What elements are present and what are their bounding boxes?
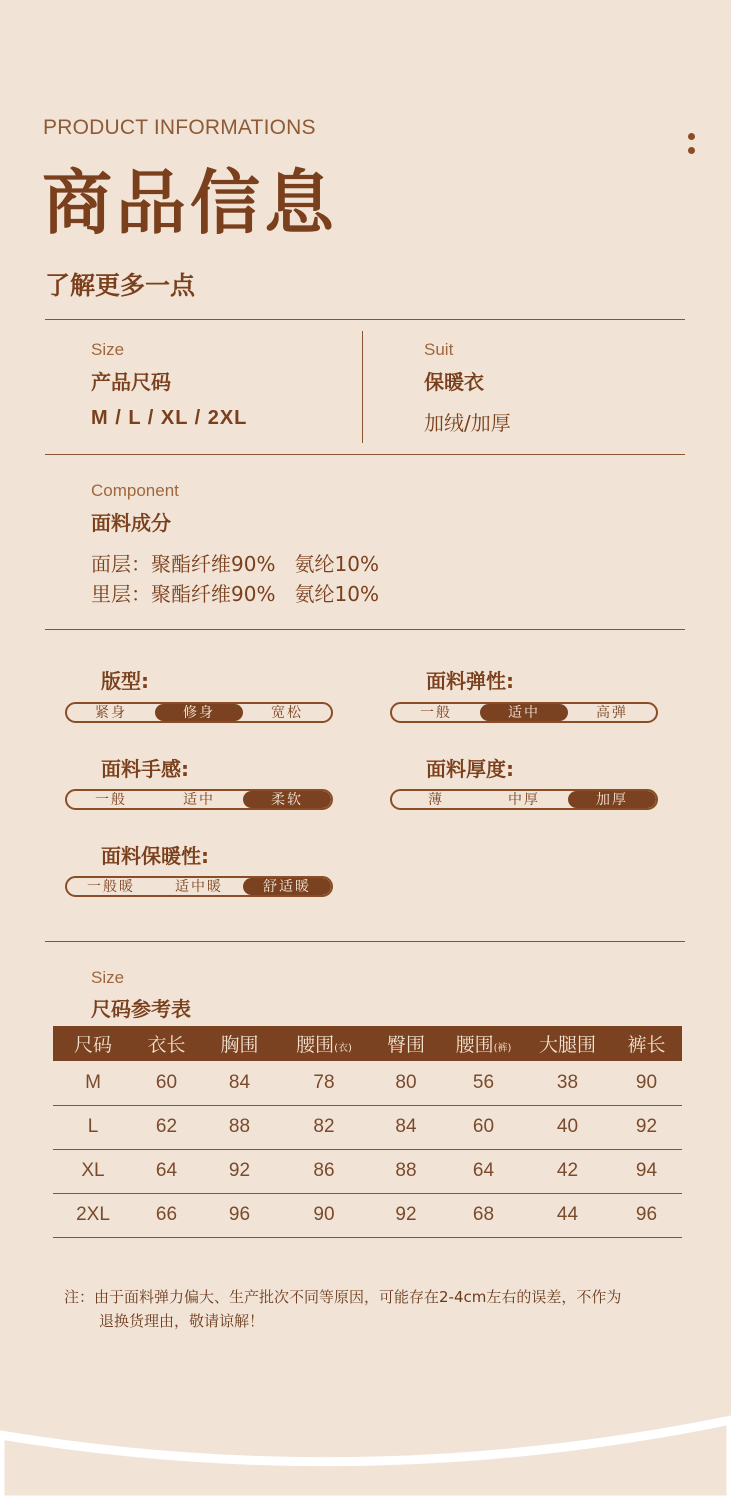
table-cell: 92 [369, 1193, 443, 1237]
table-cell: 66 [133, 1193, 200, 1237]
attr-scale-hand-feel [65, 789, 333, 810]
disclaimer-note [64, 1285, 684, 1333]
table-cell: 40 [524, 1105, 611, 1149]
table-cell: 88 [200, 1105, 279, 1149]
size-chart-en-label: Size [91, 968, 125, 987]
attr-option: 适中 [183, 791, 215, 808]
size-cn-label: 产品尺码 [91, 370, 171, 394]
table-cell: 42 [524, 1149, 611, 1193]
suit-en-label: Suit [424, 340, 454, 359]
table-cell: 90 [611, 1061, 682, 1105]
size-chart-title: 尺码参考表 [91, 997, 191, 1021]
table-header-cell: 尺码 [53, 1026, 133, 1061]
note-line: 注：由于面料弹力偏大、生产批次不同等原因，可能存在2-4cm左右的误差，不作为 [64, 1288, 622, 1306]
suit-value: 加绒/加厚 [424, 411, 511, 435]
divider [45, 454, 685, 455]
attr-scale-fit [65, 702, 333, 723]
size-en-label: Size [91, 340, 125, 359]
attr-title-warmth: 面料保暖性: [101, 844, 209, 868]
table-cell: XL [53, 1149, 133, 1193]
attr-option: 柔软 [243, 791, 331, 808]
table-cell: 94 [611, 1149, 682, 1193]
table-header-cell: 胸围 [200, 1026, 279, 1061]
attr-option: 适中暖 [175, 878, 223, 895]
note-line: 退换货理由，敬请谅解！ [99, 1312, 265, 1330]
divider [45, 629, 685, 630]
table-cell: M [53, 1061, 133, 1105]
table-cell: 2XL [53, 1193, 133, 1237]
attr-title-fit: 版型: [101, 669, 149, 693]
table-cell: 96 [611, 1193, 682, 1237]
attr-title-elasticity: 面料弹性: [426, 669, 514, 693]
table-cell: 60 [133, 1061, 200, 1105]
table-cell: 78 [279, 1061, 369, 1105]
attr-option: 舒适暖 [243, 878, 331, 895]
table-cell: 64 [133, 1149, 200, 1193]
table-header-cell: 裤长 [611, 1026, 682, 1061]
attr-option: 高弹 [596, 704, 628, 721]
table-header-cell: 腰围(裤) [443, 1026, 524, 1061]
bottom-curve [0, 1420, 731, 1500]
attr-option: 加厚 [568, 791, 656, 808]
table-header-cell: 腰围(衣) [279, 1026, 369, 1061]
table-header-row [53, 1026, 682, 1061]
table-cell: 92 [611, 1105, 682, 1149]
attr-option: 修身 [155, 704, 243, 721]
table-cell: 96 [200, 1193, 279, 1237]
table-cell: 60 [443, 1105, 524, 1149]
attr-scale-thickness [390, 789, 658, 810]
attr-title-hand-feel: 面料手感: [101, 757, 189, 781]
attr-scale-elasticity [390, 702, 658, 723]
table-row [53, 1105, 682, 1149]
table-row [53, 1193, 682, 1237]
attr-option: 一般 [420, 704, 452, 721]
attr-option: 一般 [95, 791, 127, 808]
table-header-cell: 衣长 [133, 1026, 200, 1061]
attr-option: 紧身 [95, 704, 127, 721]
table-cell: 44 [524, 1193, 611, 1237]
vertical-divider [362, 331, 363, 443]
attr-option: 一般暖 [87, 878, 135, 895]
table-cell: 84 [200, 1061, 279, 1105]
table-cell: 90 [279, 1193, 369, 1237]
table-cell: 92 [200, 1149, 279, 1193]
table-cell: 68 [443, 1193, 524, 1237]
en-heading: PRODUCT INFORMATIONS [43, 116, 316, 139]
component-en-label: Component [91, 481, 179, 500]
dot-icon [688, 133, 695, 140]
size-values: M / L / XL / 2XL [91, 407, 248, 429]
table-header-cell: 臀围 [369, 1026, 443, 1061]
dot-icon [688, 147, 695, 154]
table-cell: 38 [524, 1061, 611, 1105]
page-subtitle: 了解更多一点 [45, 271, 196, 300]
table-cell: 62 [133, 1105, 200, 1149]
suit-cn-label: 保暖衣 [424, 370, 484, 394]
table-row [53, 1149, 682, 1193]
page-title: 商品信息 [42, 162, 338, 244]
attr-option: 适中 [480, 704, 568, 721]
attr-option: 宽松 [271, 704, 303, 721]
table-cell: 84 [369, 1105, 443, 1149]
table-cell: 82 [279, 1105, 369, 1149]
table-cell: 64 [443, 1149, 524, 1193]
table-cell: 86 [279, 1149, 369, 1193]
table-row [53, 1061, 682, 1105]
table-cell: L [53, 1105, 133, 1149]
table-cell: 56 [443, 1061, 524, 1105]
bottom-curve-decoration [0, 1380, 731, 1500]
component-line-outer: 面层：聚酯纤维90% 氨纶10% [91, 552, 379, 576]
table-cell: 88 [369, 1149, 443, 1193]
divider [45, 319, 685, 320]
attr-title-thickness: 面料厚度: [426, 757, 514, 781]
attr-option: 薄 [428, 791, 444, 808]
size-table [53, 1026, 682, 1238]
attr-scale-warmth [65, 876, 333, 897]
attr-option: 中厚 [508, 791, 540, 808]
component-line-inner: 里层：聚酯纤维90% 氨纶10% [91, 582, 379, 606]
table-header-cell: 大腿围 [524, 1026, 611, 1061]
component-cn-label: 面料成分 [91, 511, 171, 535]
divider [45, 941, 685, 942]
table-cell: 80 [369, 1061, 443, 1105]
